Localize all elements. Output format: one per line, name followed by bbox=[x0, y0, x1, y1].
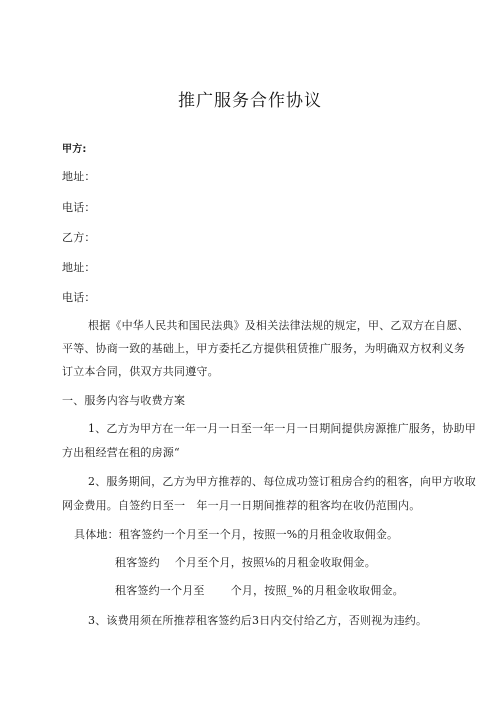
detail-line: 租客签约 个月至个月，按照⅛的月租金收取佣金。 bbox=[115, 556, 376, 569]
clause2-line: 网金费用。自签约日至一 年一月一日期间推荐的租客均在收仍范围内。 bbox=[62, 499, 421, 512]
clause1-line: 方出租经营在租的房源“ bbox=[62, 446, 180, 459]
section1-heading: 一、服务内容与收费方案 bbox=[62, 394, 186, 407]
party-b-address: 地址： bbox=[62, 261, 96, 274]
clause2-line: 2、服务期间，乙方为甲方推荐的、每位成功签订租房合约的租客，向甲方收取 bbox=[88, 475, 476, 488]
detail-intro: 具体地：租客签约一个月至一个月，按照一%的月租金收取佣金。 bbox=[74, 528, 399, 541]
intro-line: 平等、协商一致的基础上，甲方委托乙方提供租赁推广服务，为明确双方权利义务 bbox=[62, 342, 466, 355]
intro-line: 根据《中华人民共和国民法典》及相关法律法规的规定，甲、乙双方在自愿、 bbox=[88, 319, 469, 332]
intro-line: 订立本合同，供双方共同遵守。 bbox=[62, 365, 219, 378]
detail-line: 租客签约一个月至 个月，按照_%的月租金收取佣金。 bbox=[115, 584, 404, 597]
clause3-line: 3、该费用须在所推荐租客签约后3日内交付给乙方，否则视为违约。 bbox=[88, 614, 428, 627]
party-a-label: 甲方: bbox=[62, 144, 87, 155]
clause1-line: 1、乙方为甲方在一年一月一日至一年一月一日期间提供房源推广服务，协助甲 bbox=[88, 422, 476, 435]
party-b-label: 乙方： bbox=[62, 231, 96, 244]
party-a-phone: 电话： bbox=[62, 201, 96, 214]
party-a-address: 地址： bbox=[62, 170, 96, 183]
document-title: 推广服务合作协议 bbox=[178, 91, 322, 111]
party-b-phone: 电话： bbox=[62, 291, 96, 304]
